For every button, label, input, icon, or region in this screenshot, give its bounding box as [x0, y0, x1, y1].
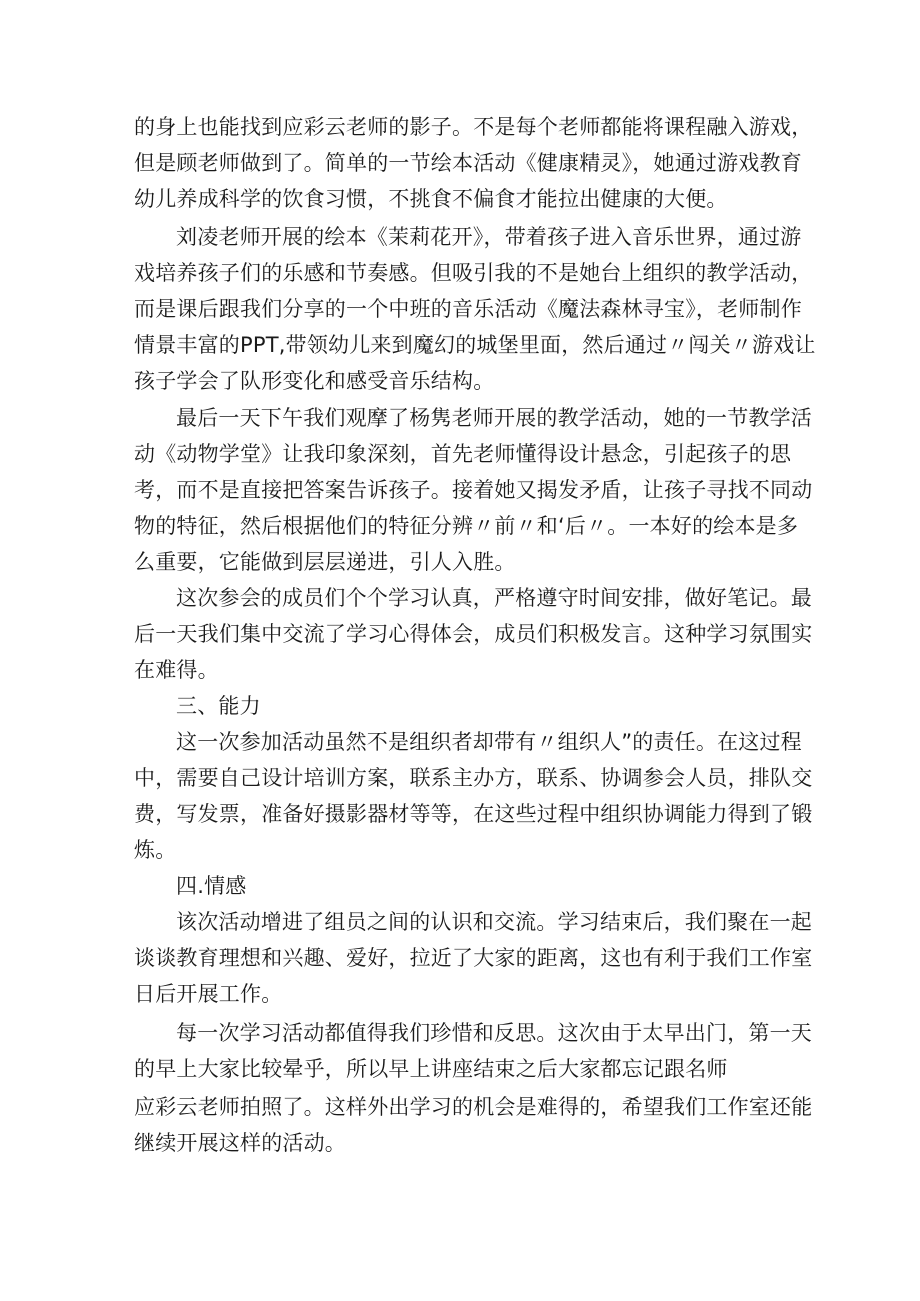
text-line-3: 幼儿养成科学的饮食习惯，不挑食不偏食才能拉出健康的大便。: [134, 187, 728, 211]
text-line-27: 的早上大家比较晕乎，所以早上讲座结束之后大家都忘记跟名师: [134, 1057, 728, 1081]
text-line-24: 谈谈教育理想和兴趣、爱好，拉近了大家的距离，这也有利于我们工作室: [134, 946, 813, 970]
text-line-16: 在难得。: [134, 658, 219, 682]
text-line-26: 每一次学习活动都值得我们珍惜和反思。这次由于太早出门，第一天: [176, 1021, 812, 1045]
text-line-8: 孩子学会了队形变化和感受音乐结构。: [134, 369, 495, 393]
text-line-1: 的身上也能找到应彩云老师的影子。不是每个老师都能将课程融入游戏，: [134, 115, 813, 139]
text-line-25: 日后开展工作。: [134, 982, 283, 1006]
text-line-23: 该次活动增进了组员之间的认识和交流。学习结束后，我们聚在一起: [176, 910, 812, 934]
text-line-11: 考，而不是直接把答案告诉孩子。接着她又揭发矛盾，让孩子寻找不同动: [134, 478, 813, 502]
text-line-7: 情景丰富的PPT,带领幼儿来到魔幻的城堡里面，然后通过〃闯关〃游戏让: [134, 333, 816, 357]
text-line-5: 戏培养孩子们的乐感和节奏感。但吸引我的不是她台上组织的教学活动，: [134, 261, 813, 285]
section-heading-emotion: 四.情感: [176, 874, 247, 898]
text-line-28: 应彩云老师拍照了。这样外出学习的机会是难得的，希望我们工作室还能: [134, 1095, 813, 1119]
text-line-9: 最后一天下午我们观摩了杨隽老师开展的教学活动，她的一节教学活: [176, 406, 812, 430]
text-line-19: 中，需要自己设计培训方案，联系主办方，联系、协调参会人员，排队交: [134, 766, 813, 790]
text-line-14: 这次参会的成员们个个学习认真，严格遵守时间安排，做好笔记。最: [176, 586, 812, 610]
text-line-2: 但是顾老师做到了。简单的一节绘本活动《健康精灵》，她通过游戏教育: [134, 151, 802, 175]
text-line-29: 继续开展这样的活动。: [134, 1131, 346, 1155]
text-line-18: 这一次参加活动虽然不是组织者却带有〃组织人”的责任。在这过程: [176, 730, 802, 754]
text-line-21: 炼。: [134, 838, 177, 862]
text-line-4: 刘凌老师开展的绘本《茉莉花开》，带着孩子进入音乐世界，通过游: [176, 225, 802, 249]
text-line-6: 而是课后跟我们分享的一个中班的音乐活动《魔法森林寻宝》，老师制作: [134, 297, 802, 321]
text-line-13: 么重要，它能做到层层递进，引人入胜。: [134, 550, 516, 574]
section-heading-ability: 三、能力: [176, 694, 261, 718]
text-line-15: 后一天我们集中交流了学习心得体会，成员们积极发言。这种学习氛围实: [134, 622, 813, 646]
text-line-12: 物的特征，然后根据他们的特征分辨〃前〃和‘后〃。一本好的绘本是多: [134, 514, 799, 538]
text-line-20: 费，写发票，准备好摄影器材等等，在这些过程中组织协调能力得到了锻: [134, 802, 813, 826]
text-line-10: 动《动物学堂》让我印象深刻，首先老师懂得设计悬念，引起孩子的思: [134, 442, 792, 466]
